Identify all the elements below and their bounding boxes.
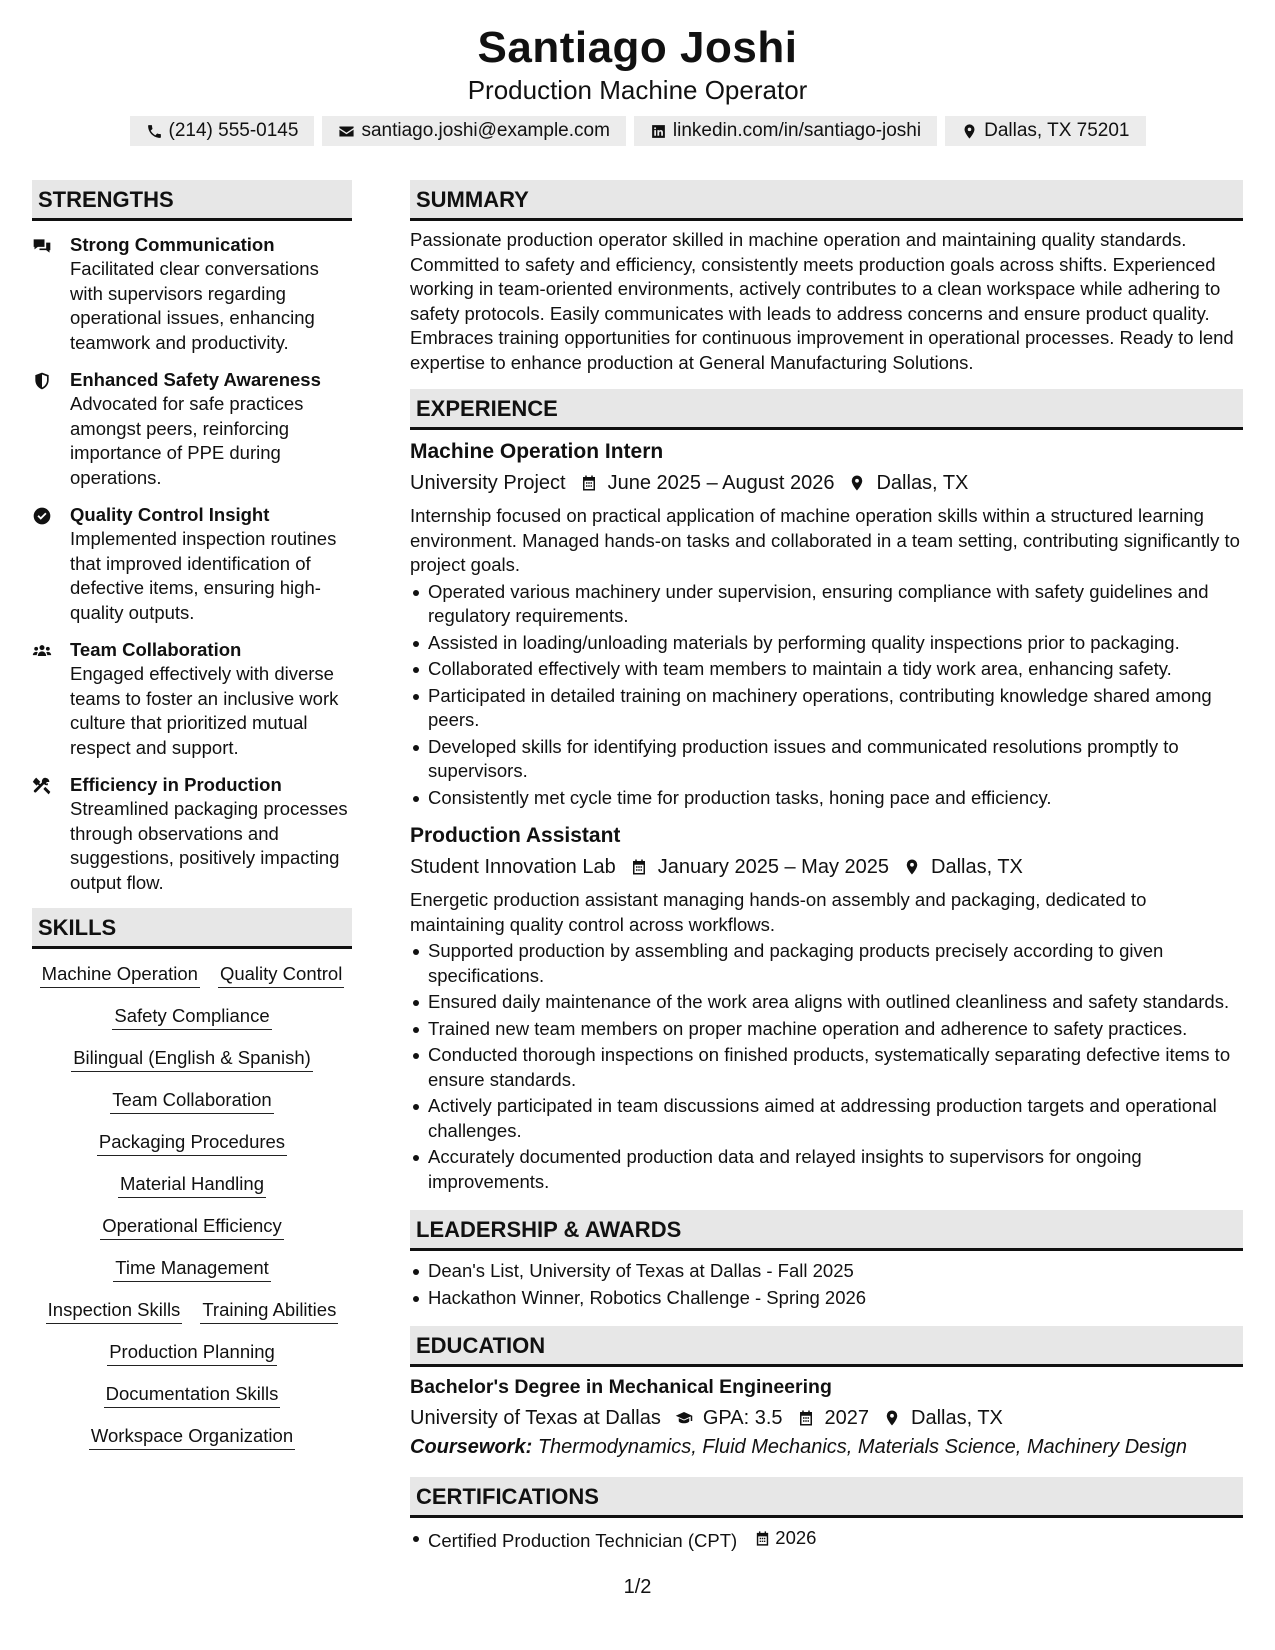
users-icon: [32, 641, 52, 661]
strength-item: [32, 233, 352, 355]
job-bullets: [410, 580, 1243, 811]
page-number: 1/2: [623, 1576, 652, 1598]
list-item: Operated various machinery under supervision, ensuring compliance with safety guidelines and regulatory requirements.: [410, 580, 1243, 629]
strength-desc: Facilitated clear conversations with supervisors regarding operational issues, enhancing teamwork and productivity.: [70, 258, 319, 353]
candidate-role: Production Machine Operator: [467, 75, 808, 105]
leadership-heading: LEADERSHIP & AWARDS: [410, 1210, 1243, 1251]
job-title: Machine Operation Intern: [410, 440, 664, 463]
strength-title: Strong Communication: [70, 234, 275, 255]
calendar-icon: [754, 1530, 771, 1547]
skill-tag: Documentation Skills: [104, 1381, 281, 1408]
skill-tag: Material Handling: [118, 1171, 266, 1198]
summary-text: Passionate production operator skilled in machine operation and maintaining quality standards. Committed to safety and efficiency, consistently meets production goals across shifts. Experienced working in team-oriented environments, actively contributes to a clean workspace while adhering to safety protocols. Easily communicates with leads to address concerns and ensure product quality. Embraces training opportunities for continuous improvement in operational processes. Ready to lend expertise to enhance production at General Manufacturing Solutions.: [410, 229, 1234, 373]
phone-text: (214) 555-0145: [168, 120, 299, 141]
graduation-cap-icon: [675, 1409, 693, 1427]
strength-item: [32, 368, 352, 490]
list-item: Supported production by assembling and packaging products precisely according to given specifications.: [410, 939, 1243, 988]
contact-location: [945, 116, 1145, 146]
contact-phone[interactable]: [130, 116, 315, 146]
strength-title: Enhanced Safety Awareness: [70, 369, 321, 390]
list-item: Assisted in loading/unloading materials by performing quality inspections prior to packaging.: [410, 631, 1243, 656]
education-section: [410, 1326, 1243, 1461]
strength-title: Quality Control Insight: [70, 504, 270, 525]
leadership-section: [410, 1210, 1243, 1310]
job-org: University Project: [410, 472, 566, 494]
skill-tag: Safety Compliance: [112, 1003, 271, 1030]
calendar-icon: [630, 858, 648, 876]
job-entry: [410, 438, 1243, 810]
job-meta: [410, 852, 1243, 882]
linkedin-text: linkedin.com/in/santiago-joshi: [672, 120, 922, 141]
right-column: [410, 180, 1243, 1555]
cert-name: Certified Production Technician (CPT): [428, 1529, 738, 1551]
coursework-list: Thermodynamics, Fluid Mechanics, Materials Science, Machinery Design: [537, 1436, 1187, 1458]
shield-icon: [32, 371, 52, 391]
comments-icon: [32, 236, 52, 256]
linkedin-icon: [650, 123, 667, 140]
map-pin-icon: [848, 474, 866, 492]
phone-icon: [146, 123, 163, 140]
strength-title: Team Collaboration: [70, 639, 242, 660]
strength-desc: Advocated for safe practices amongst peers, reinforcing importance of PPE during operations.: [70, 393, 304, 488]
job-org: Student Innovation Lab: [410, 856, 616, 878]
list-item: Actively participated in team discussions aimed at addressing production targets and operational challenges.: [410, 1094, 1243, 1143]
strength-item: [32, 773, 352, 895]
location-text: Dallas, TX 75201: [984, 120, 1130, 141]
experience-heading: EXPERIENCE: [410, 389, 1243, 430]
strengths-list: [32, 233, 352, 895]
strength-item: [32, 638, 352, 760]
job-dates: January 2025 – May 2025: [657, 856, 890, 878]
list-item: Hackathon Winner, Robotics Challenge - Spring 2026: [410, 1286, 1243, 1311]
list-item: Conducted thorough inspections on finished products, systematically separating defective items to ensure standards.: [410, 1043, 1243, 1092]
envelope-icon: [338, 123, 355, 140]
strength-title: Efficiency in Production: [70, 774, 282, 795]
job-entry: [410, 822, 1243, 1194]
skill-tag: Operational Efficiency: [100, 1213, 284, 1240]
list-item: Dean's List, University of Texas at Dallas - Fall 2025: [410, 1259, 1243, 1284]
job-description: Energetic production assistant managing hands-on assembly and packaging, dedicated to maintaining quality control across workflows.: [410, 889, 1147, 935]
skill-tag: Packaging Procedures: [97, 1129, 287, 1156]
skill-tag: Bilingual (English & Spanish): [71, 1045, 313, 1072]
list-item: Participated in detailed training on machinery operations, contributing knowledge shared among peers.: [410, 684, 1243, 733]
list-item: [410, 1526, 1243, 1553]
coursework-label: Coursework:: [410, 1436, 533, 1458]
summary-heading: SUMMARY: [410, 180, 1243, 221]
skill-tag: Quality Control: [218, 961, 344, 988]
certifications-section: [410, 1477, 1243, 1553]
job-bullets: [410, 939, 1243, 1194]
map-pin-icon: [883, 1409, 901, 1427]
list-item: Ensured daily maintenance of the work area aligns with outlined cleanliness and safety standards.: [410, 990, 1243, 1015]
leadership-list: [410, 1259, 1243, 1310]
job-dates: June 2025 – August 2026: [607, 472, 835, 494]
certifications-heading: CERTIFICATIONS: [410, 1477, 1243, 1518]
grad-year: 2027: [824, 1407, 870, 1429]
list-item: Trained new team members on proper machine operation and adherence to safety practices.: [410, 1017, 1243, 1042]
skills-list: [32, 961, 352, 1450]
strength-item: [32, 503, 352, 625]
education-meta: [410, 1403, 1243, 1433]
left-column: [32, 180, 352, 1450]
skills-heading: SKILLS: [32, 908, 352, 949]
email-text: santiago.joshi@example.com: [361, 120, 610, 141]
calendar-icon: [580, 474, 598, 492]
cert-date: [754, 1526, 816, 1551]
list-item: Developed skills for identifying production issues and communicated resolutions promptly to supervisors.: [410, 735, 1243, 784]
skill-tag: Training Abilities: [200, 1297, 338, 1324]
skill-tag: Machine Operation: [40, 961, 200, 988]
resume-header: [0, 22, 1275, 146]
skill-tag: Production Planning: [107, 1339, 277, 1366]
certifications-list: [410, 1526, 1243, 1553]
job-meta: [410, 468, 1243, 498]
map-pin-icon: [903, 858, 921, 876]
skill-tag: Time Management: [113, 1255, 271, 1282]
job-location: Dallas, TX: [876, 472, 969, 494]
list-item: Accurately documented production data and relayed insights to supervisors for ongoing improvements.: [410, 1145, 1243, 1194]
tools-icon: [32, 776, 52, 796]
contact-linkedin[interactable]: [634, 116, 937, 146]
list-item: Collaborated effectively with team members to maintain a tidy work area, enhancing safety.: [410, 657, 1243, 682]
list-item: Consistently met cycle time for production tasks, honing pace and efficiency.: [410, 786, 1243, 811]
job-title: Production Assistant: [410, 824, 621, 847]
education-heading: EDUCATION: [410, 1326, 1243, 1367]
strengths-heading: STRENGTHS: [32, 180, 352, 221]
strength-desc: Engaged effectively with diverse teams to foster an inclusive work culture that prioritized mutual respect and support.: [70, 663, 339, 758]
cert-year: 2026: [775, 1527, 817, 1548]
map-pin-icon: [961, 123, 978, 140]
contact-bar: [0, 116, 1275, 146]
skill-tag: Inspection Skills: [46, 1297, 183, 1324]
school-location: Dallas, TX: [911, 1407, 1003, 1429]
job-description: Internship focused on practical application of machine operation skills within a structured learning environment. Managed hands-on tasks and collaborated in a team setting, contributing significantly to project goals.: [410, 505, 1240, 575]
job-location: Dallas, TX: [931, 856, 1023, 878]
skill-tag: Workspace Organization: [89, 1423, 295, 1450]
gpa-text: GPA: 3.5: [702, 1407, 783, 1429]
contact-email[interactable]: [322, 116, 625, 146]
degree-title: Bachelor's Degree in Mechanical Engineering: [410, 1376, 832, 1398]
skill-tag: Team Collaboration: [110, 1087, 273, 1114]
candidate-name: Santiago Joshi: [477, 23, 798, 72]
calendar-icon: [797, 1409, 815, 1427]
school-name: University of Texas at Dallas: [410, 1407, 661, 1429]
strength-desc: Streamlined packaging processes through observations and suggestions, positively impacting output flow.: [70, 798, 348, 893]
coursework: [410, 1433, 1243, 1461]
strength-desc: Implemented inspection routines that improved identification of defective items, ensuring high-quality outputs.: [70, 528, 337, 623]
check-circle-icon: [32, 506, 52, 526]
